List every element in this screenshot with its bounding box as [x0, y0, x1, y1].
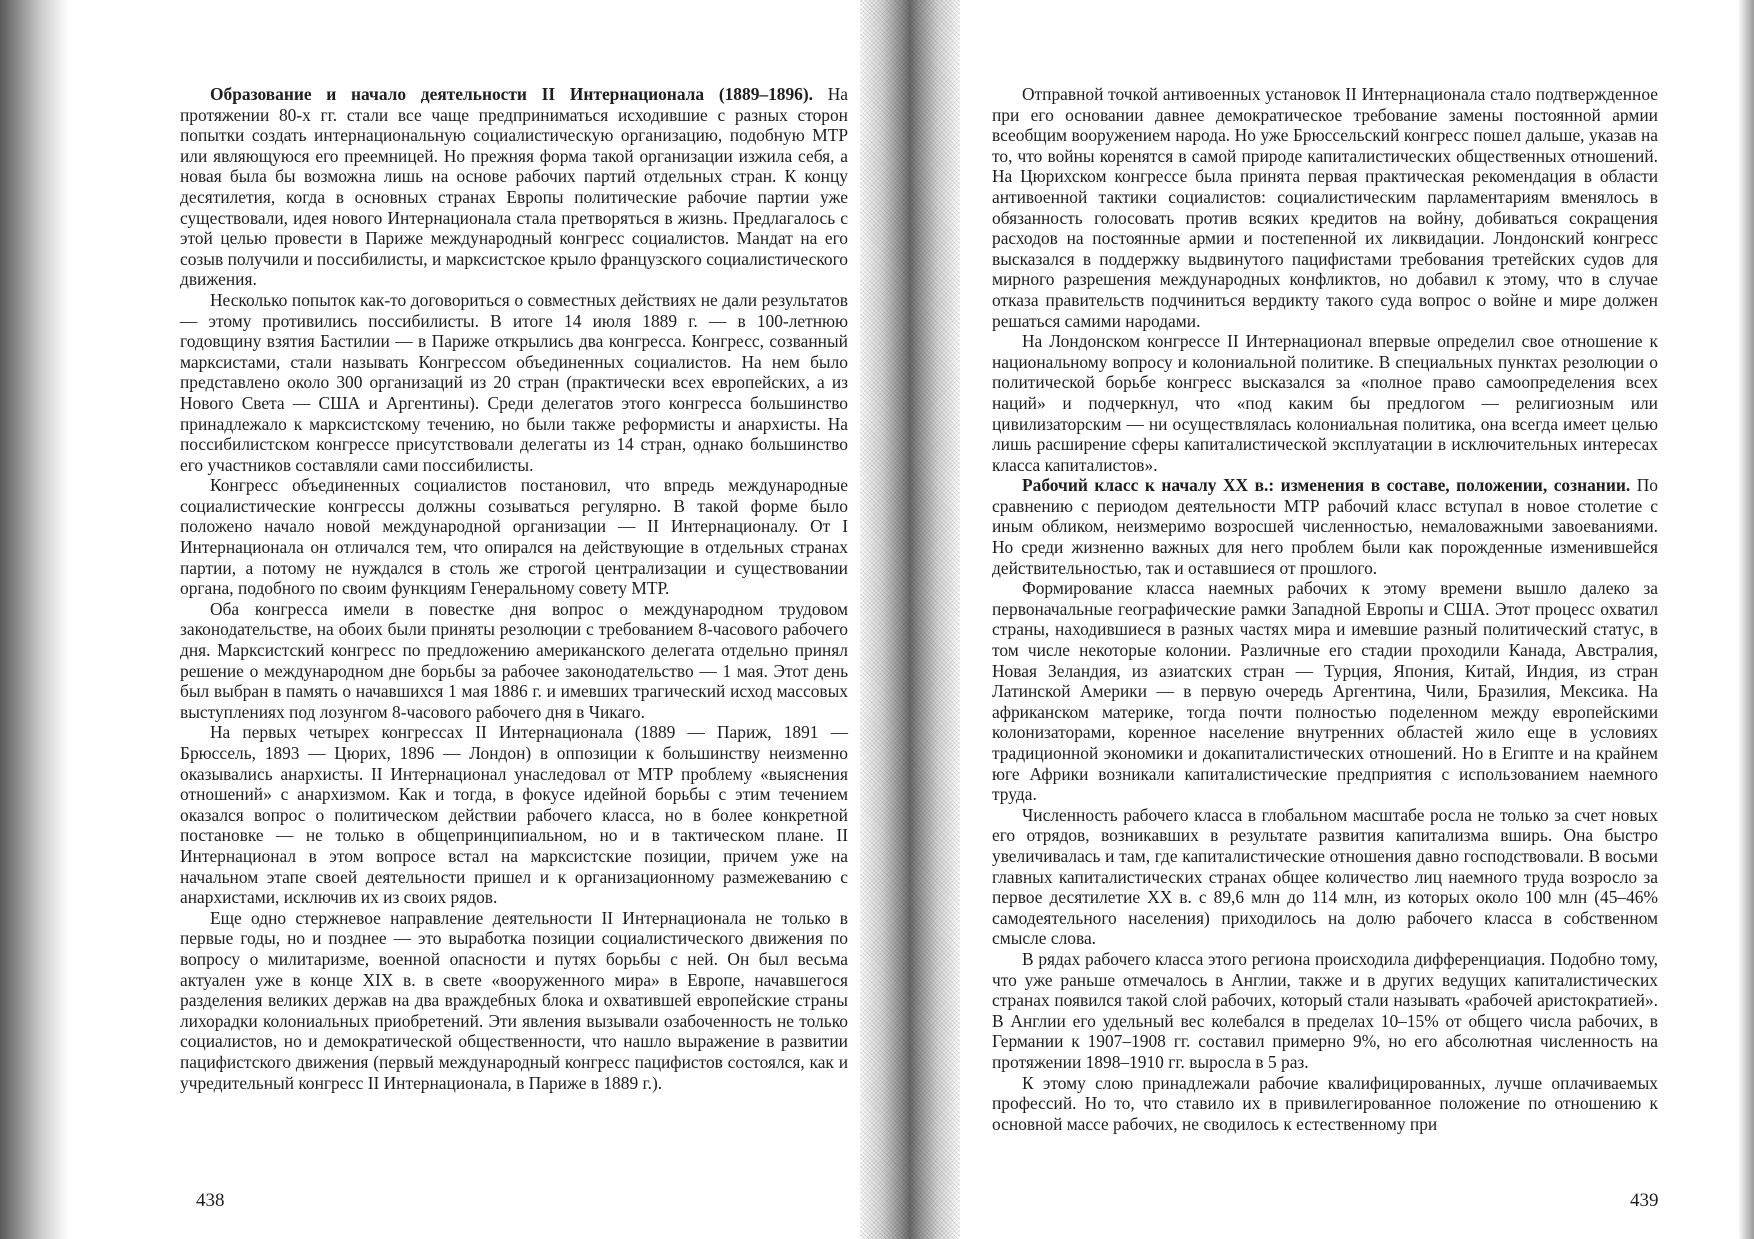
section-heading: Рабочий класс к началу XX в.: изменения в составе, положении, сознании.	[1022, 475, 1631, 496]
paragraph-text: По сравнению с периодом деятельности МТР рабочий класс вступал в новое столетие с иным обликом, неизмеримо возросшей численностью, немаловажными завоеваниями. Но среди жизненно важных для него проблем были как порожденные изменившейся действительностью, так и оставшиеся от прошлого.	[992, 475, 1658, 578]
right-paragraph-2: На Лондонском конгрессе II Интернационал впервые определил свое отношение к национальному вопросу и колониальной политике. В специальных пунктах резолюции о политической борьбе конгресс высказался за «полное право самоопределения всех наций» и подчеркнул, что «под каким бы предлогом — религиозным или цивилизаторским — ни осуществлялась колониальная политика, она всегда имеет целью лишь расширение сферы капиталистической эксплуатации в исключительных интересах класса капиталистов».	[992, 331, 1658, 475]
left-page-text	[180, 84, 848, 1093]
right-paragraph-7: К этому слою принадлежали рабочие квалифицированных, лучше оплачиваемых профессий. Но то, что ставило их в привилегированное положение по отношению к основной массе рабочих, не сводилось к естественному при	[992, 1072, 1658, 1134]
scan-shadow-right	[1738, 0, 1754, 1239]
scan-shadow-left	[0, 0, 70, 1239]
page-number-left: 438	[196, 1190, 225, 1211]
right-page-text	[992, 84, 1658, 1134]
left-paragraph-5: На первых четырех конгрессах II Интернационала (1889 — Париж, 1891 — Брюссель, 1893 — Цюрих, 1896 — Лондон) в оппозиции к большинству неизменно оказывались анархисты. II Интернационал унаследовал от МТР проблему «выяснения отношений» с анархизмом. Как и тогда, в фокусе идейной борьбы с этим течением оказался вопрос о политическом действии рабочего класса, но в более конкретной постановке — не только в общепринципиальном, но и в тактическом плане. II Интернационал в этом вопросе встал на марксистские позиции, причем уже на начальном этапе своей деятельности пришел и к организационному размежеванию с анархистами, исключив их из своих рядов.	[180, 722, 848, 908]
book-gutter	[860, 0, 960, 1239]
section-heading: Образование и начало деятельности II Интернационала (1889–1896).	[210, 84, 814, 104]
left-paragraph-1	[180, 84, 848, 290]
right-paragraph-3	[992, 475, 1658, 578]
right-paragraph-5: Численность рабочего класса в глобальном масштабе росла не только за счет новых его отрядов, возникавших в результате развития капитализма вширь. Она быстро увеличивалась и там, где капиталистические отношения давно господствовали. В восьми главных капиталистических странах общее количество лиц наемного труда возросло за первое десятилетие XX в. с 89,6 млн до 114 млн, из которых около 100 млн (45–46% самодеятельного населения) приходилось на долю рабочего класса в собственном смысле слова.	[992, 804, 1658, 949]
paragraph-text: На протяжении 80-х гг. стали все чаще предприниматься исходившие с разных сторон попытки создать интернациональную социалистическую организацию, подобную МТР или являющуюся его преемницей. Но прежняя форма такой организации изжила себя, а новая была бы возможна лишь на основе рабочих партий отдельных стран. К концу десятилетия, когда в основных странах Европы политические рабочие партии уже существовали, идея нового Интернационала стала претворяться в жизнь. Предлагалось с этой целью провести в Париже международный конгресс социалистов. Мандат на его созыв получили и поссибилисты, и марксистское крыло французского социалистического движения.	[180, 84, 848, 290]
right-paragraph-6: В рядах рабочего класса этого региона происходила дифференциация. Подобно тому, что уже раньше отмечалось в Англии, также и в других ведущих капиталистических странах появился такой слой рабочих, который стали называть «рабочей аристократией». В Англии его удельный вес колебался в пределах 10–15% от общего числа рабочих, в Германии к 1907–1908 гг. составил примерно 9%, но его абсолютная численность на протяжении 1898–1910 гг. выросла в 5 раз.	[992, 948, 1658, 1072]
left-paragraph-4: Оба конгресса имели в повестке дня вопрос о международном трудовом законодательстве, на обоих были приняты резолюции с требованием 8-часового рабочего дня. Марксистский конгресс по предложению американского делегата отдельно принял решение о международном дне борьбы за рабочее законодательство — 1 мая. Этот день был выбран в память о начавшихся 1 мая 1886 г. и имевших трагический исход массовых выступлениях под лозунгом 8-часового рабочего дня в Чикаго.	[180, 598, 848, 722]
page-number-right: 439	[1630, 1190, 1659, 1211]
left-paragraph-2: Несколько попыток как-то договориться о совместных действиях не дали результатов — этому противились поссибилисты. В итоге 14 июля 1889 г. — в 100-летнюю годовщину взятия Бастилии — в Париже открылись два конгресса. Конгресс, созванный марксистами, стали называть Конгрессом объединенных социалистов. На нем было представлено около 300 организаций из 20 стран (практически всех европейских, а из Нового Света — США и Аргентины). Среди делегатов этого конгресса большинство принадлежало к марксистскому течению, но были также реформисты и анархисты. На поссибилистском конгрессе присутствовали делегаты из 14 стран, однако большинство его участников составляли сами поссибилисты.	[180, 289, 848, 475]
left-paragraph-6: Еще одно стержневое направление деятельности II Интернационала не только в первые годы, но и позднее — это выработка позиции социалистического движения по вопросу о милитаризме, военной опасности и путях борьбы с ней. Он был весьма актуален уже в конце XIX в. в свете «вооруженного мира» в Европе, начавшегося разделения великих держав на два враждебных блока и охватившей европейские страны лихорадки колониальных приобретений. Эти явления вызывали озабоченность не только социалистов, но и демократической общественности, что нашло выражение в развитии пацифистского движения (первый международный конгресс пацифистов состоялся, как и учредительный конгресс II Интернационала, в Париже в 1889 г.).	[180, 907, 848, 1093]
left-paragraph-3: Конгресс объединенных социалистов постановил, что впредь международные социалистические конгрессы должны созываться регулярно. В такой форме было положено начало новой международной организации — II Интернационалу. От I Интернационала он отличался тем, что опирался на действующие в отдельных странах партии, а потому не нуждался в столь же строгой централизации и существовании органа, подобного по своим функциям Генеральному совету МТР.	[180, 475, 848, 599]
right-paragraph-1: Отправной точкой антивоенных установок II Интернационала стало подтвержденное при его основании давнее демократическое требование замены постоянной армии всеобщим вооружением народа. Но уже Брюссельский конгресс пошел дальше, указав на то, что войны коренятся в самой природе капиталистических общественных отношений. На Цюрихском конгрессе была принята первая практическая рекомендация в области антивоенной тактики социалистов: социалистическим парламентариям вменялось в обязанность голосовать против всяких кредитов на войну, добиваться сокращения расходов на постоянные армии и постепенной их ликвидации. Лондонский конгресс высказался в поддержку выдвинутого пацифистами требования третейских судов для мирного разрешения международных конфликтов, но добавил к этому, что в случае отказа правительств подчиниться вердикту такого суда вопрос о войне и мире должен решаться самими народами.	[992, 84, 1658, 331]
right-paragraph-4: Формирование класса наемных рабочих к этому времени вышло далеко за первоначальные географические рамки Западной Европы и США. Этот процесс охватил страны, находившиеся в разных частях мира и имевшие разный политический статус, в том числе некоторые колонии. Различные его стадии проходили Канада, Австралия, Новая Зеландия, из азиатских стран — Турция, Япония, Китай, Индия, из стран Латинской Америки — в первую очередь Аргентина, Чили, Бразилия, Мексика. На африканском материке, тогда почти полностью поделенном между европейскими колонизаторами, коренное население внутренних областей жило еще в условиях традиционной экономики и докапиталистических отношений. Но в Египте и на крайнем юге Африки возникали капиталистические предприятия с использованием наемного труда.	[992, 578, 1658, 805]
